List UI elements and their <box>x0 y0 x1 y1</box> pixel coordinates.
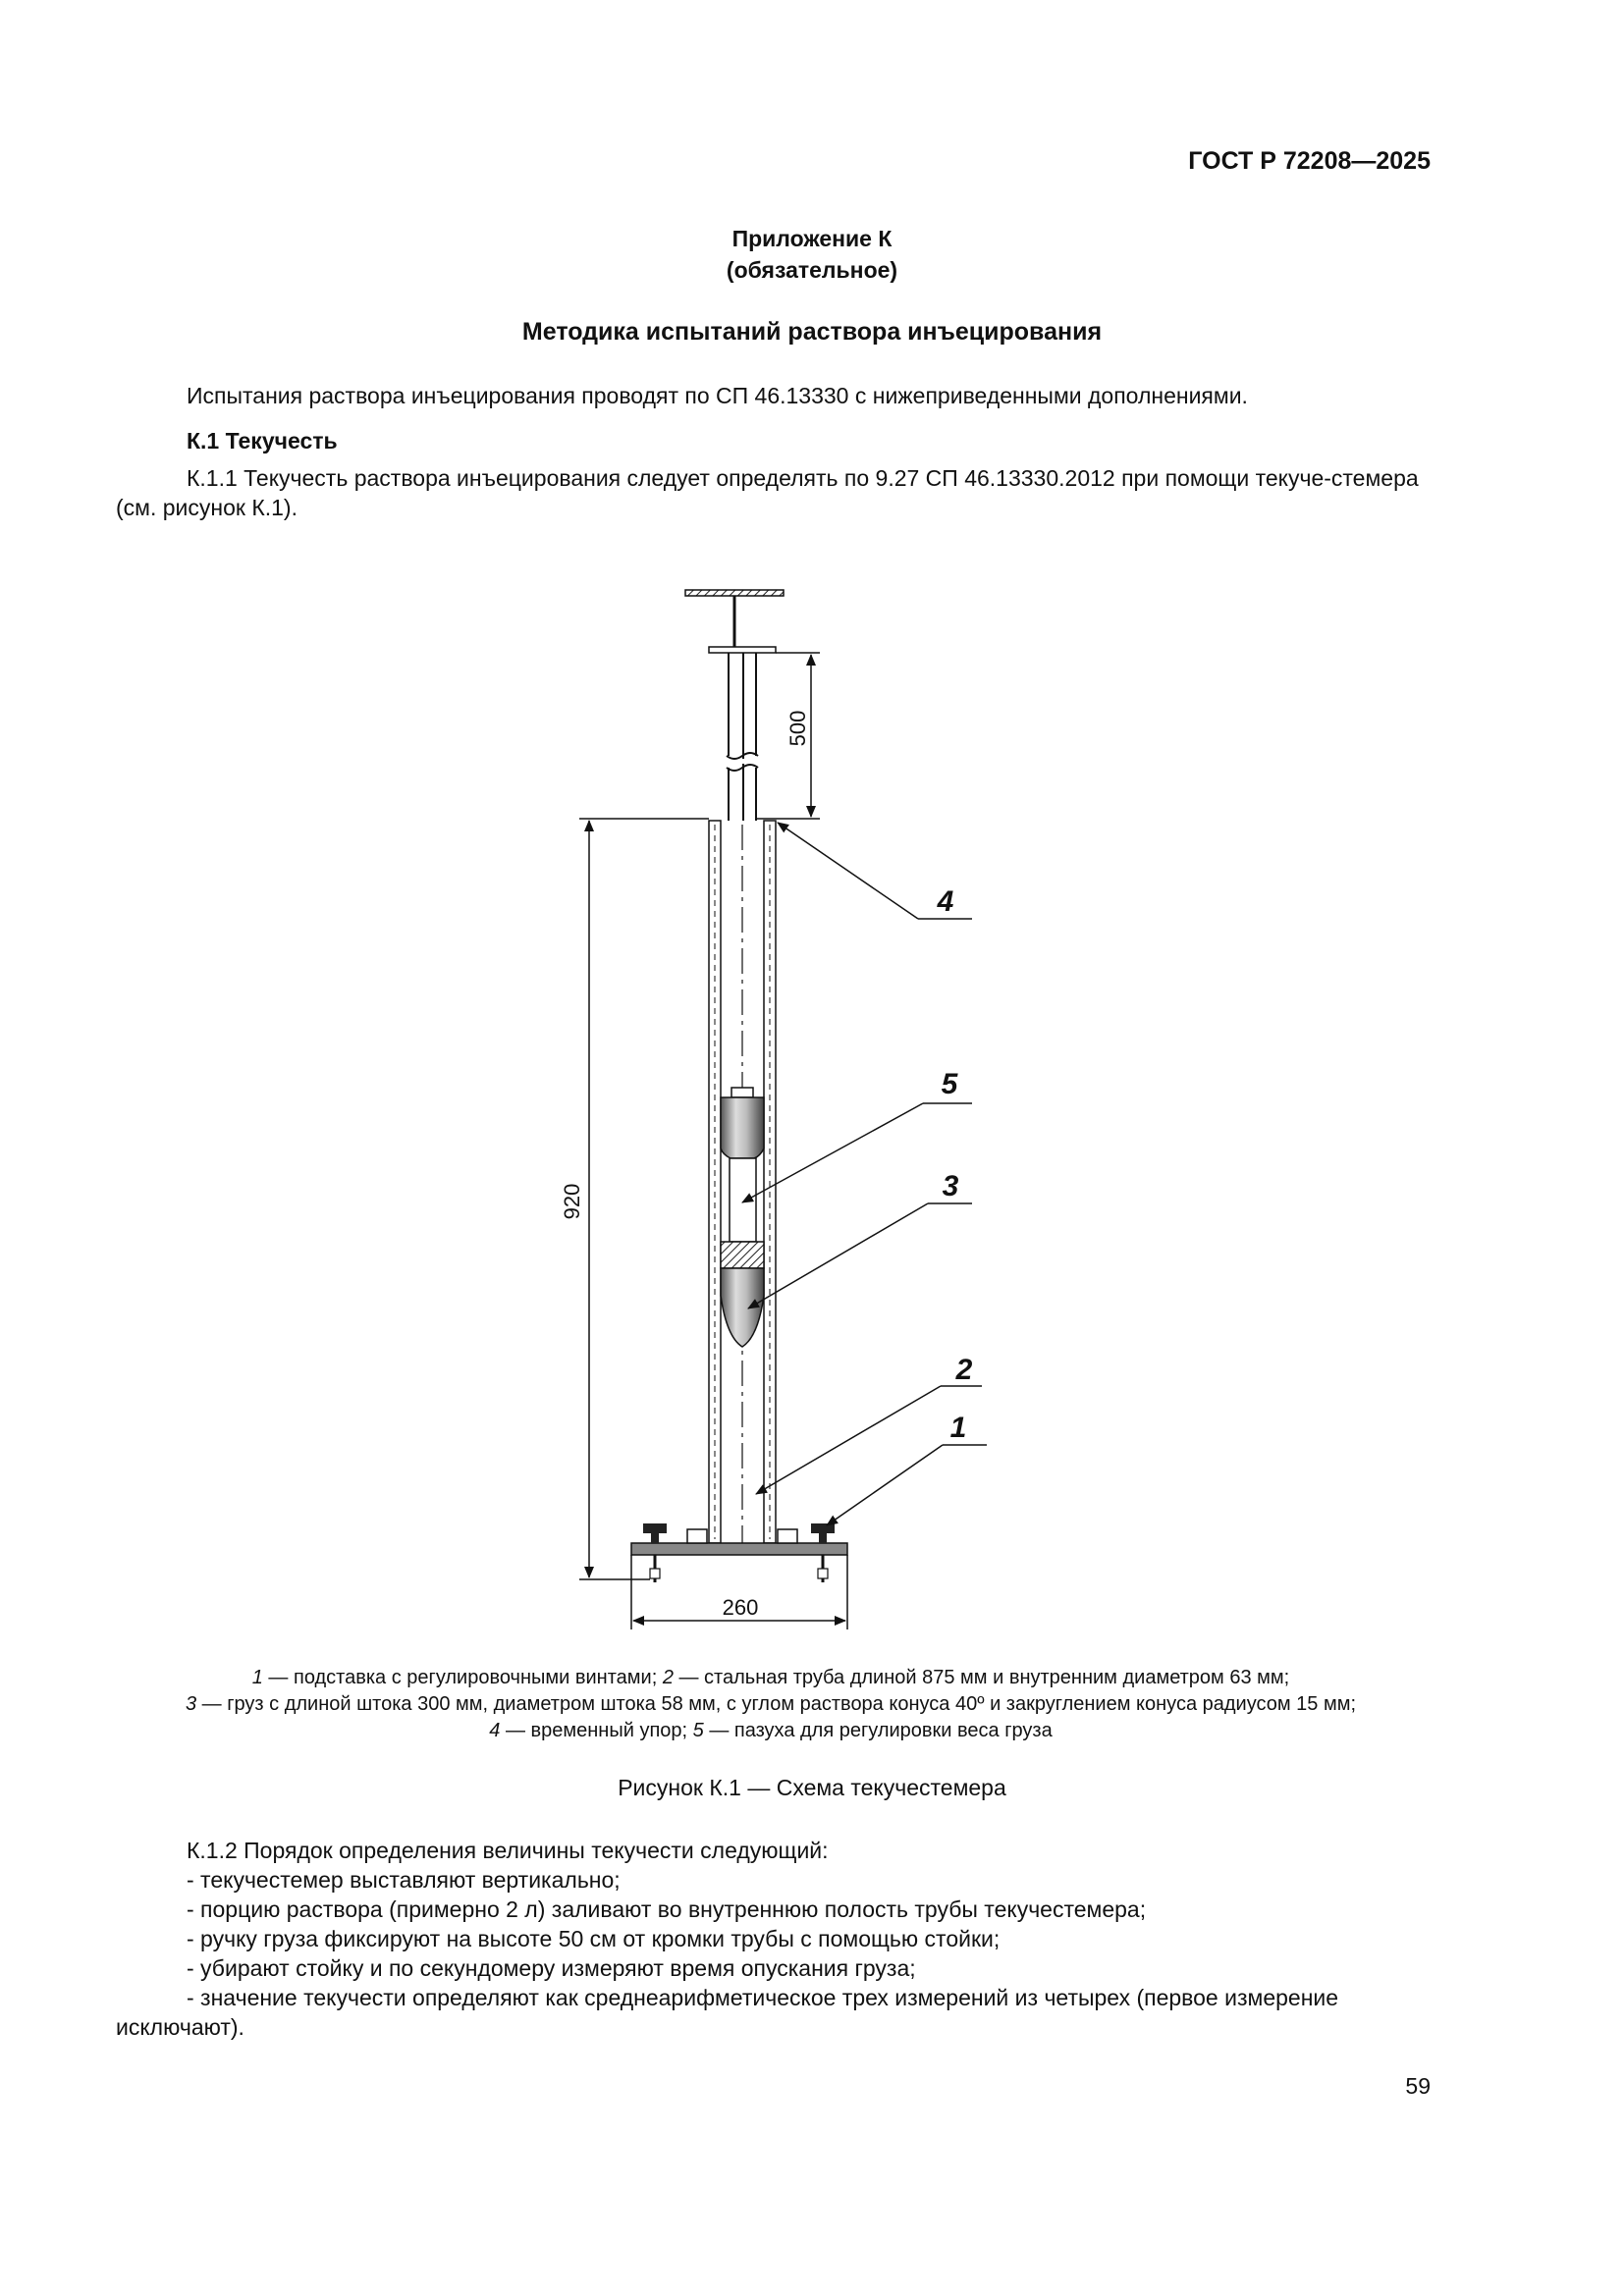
section-heading-k1: К.1 Текучесть <box>187 428 338 454</box>
weight <box>721 1088 764 1347</box>
dimension-500 <box>756 653 820 819</box>
legend-line-2 <box>108 1691 1434 1718</box>
legend-text-2: — стальная труба длиной 875 мм и внутренним диаметром 63 мм; <box>673 1667 1290 1688</box>
dimension-500-label: 500 <box>785 710 810 747</box>
paragraph-k12: К.1.2 Порядок определения величины текучести следующий: <box>187 1838 829 1863</box>
callout-1-label: 1 <box>949 1412 967 1444</box>
legend-number-2: 2 <box>662 1667 674 1688</box>
method-title: Методика испытаний раствора инъецирования <box>521 318 1103 346</box>
stand-rod <box>727 653 758 821</box>
figure-caption: Рисунок К.1 — Схема текучестемера <box>618 1775 1006 1800</box>
annex-status: (обязательное) <box>726 257 898 283</box>
callout-3-label: 3 <box>942 1170 959 1202</box>
base-stand <box>631 1523 847 1582</box>
callout-3 <box>748 1170 972 1308</box>
callout-4 <box>778 823 972 919</box>
procedure-steps <box>116 1865 1432 2042</box>
flowmeter-diagram <box>560 579 1021 1639</box>
dimension-260-label: 260 <box>722 1595 759 1620</box>
legend-text-1: — подставка с регулировочными винтами; <box>262 1667 663 1688</box>
legend-text-5: — пазуха для регулировки веса груза <box>703 1720 1053 1741</box>
callout-4-label: 4 <box>937 885 954 918</box>
step-item: - ручку груза фиксируют на высоте 50 см от кромки трубы с помощью стойки; <box>187 1926 1001 1951</box>
legend-text-3: — груз с длиной штока 300 мм, диаметром штока 58 мм, с углом раствора конуса 40º и закруглением конуса радиусом 15 мм; <box>196 1693 1357 1715</box>
legend-number-3: 3 <box>185 1693 197 1715</box>
legend-text-4: — временный упор; <box>500 1720 693 1741</box>
annex-title: Приложение К <box>731 226 893 251</box>
paragraph-k11: К.1.1 Текучесть раствора инъецирования следует определять по 9.27 СП 46.13330.2012 при помощи текуче-стемера (см. рисунок К.1). <box>116 465 1419 520</box>
document-id: ГОСТ Р 72208—2025 <box>1188 147 1431 175</box>
step-item: - значение текучести определяют как среднеарифметическое трех измерений из четырех (первое измерение исключают). <box>116 1985 1339 2040</box>
intro-paragraph: Испытания раствора инъецирования проводят по СП 46.13330 с нижеприведенными дополнениями. <box>187 383 1248 408</box>
step-item: - текучестемер выставляют вертикально; <box>187 1867 621 1893</box>
legend-number-1: 1 <box>251 1667 263 1688</box>
legend-line-1 <box>108 1665 1434 1691</box>
figure-legend <box>108 1665 1434 1744</box>
callout-5-label: 5 <box>941 1068 958 1100</box>
step-item: - порцию раствора (примерно 2 л) заливают во внутреннюю полость трубы текучестемера; <box>187 1896 1147 1922</box>
dimension-260 <box>631 1555 847 1629</box>
dimension-920 <box>560 819 709 1579</box>
callout-2 <box>756 1354 982 1494</box>
dimension-920-label: 920 <box>560 1183 584 1220</box>
legend-line-3 <box>108 1718 1434 1744</box>
legend-number-5: 5 <box>692 1720 704 1741</box>
page-number: 59 <box>1405 2073 1431 2099</box>
callout-2-label: 2 <box>955 1354 973 1386</box>
step-item: - убирают стойку и по секундомеру измеряют время опускания груза; <box>187 1955 916 1981</box>
callout-5 <box>742 1068 972 1202</box>
callout-1 <box>827 1412 987 1525</box>
legend-number-4: 4 <box>489 1720 501 1741</box>
handle-bar <box>685 590 784 653</box>
